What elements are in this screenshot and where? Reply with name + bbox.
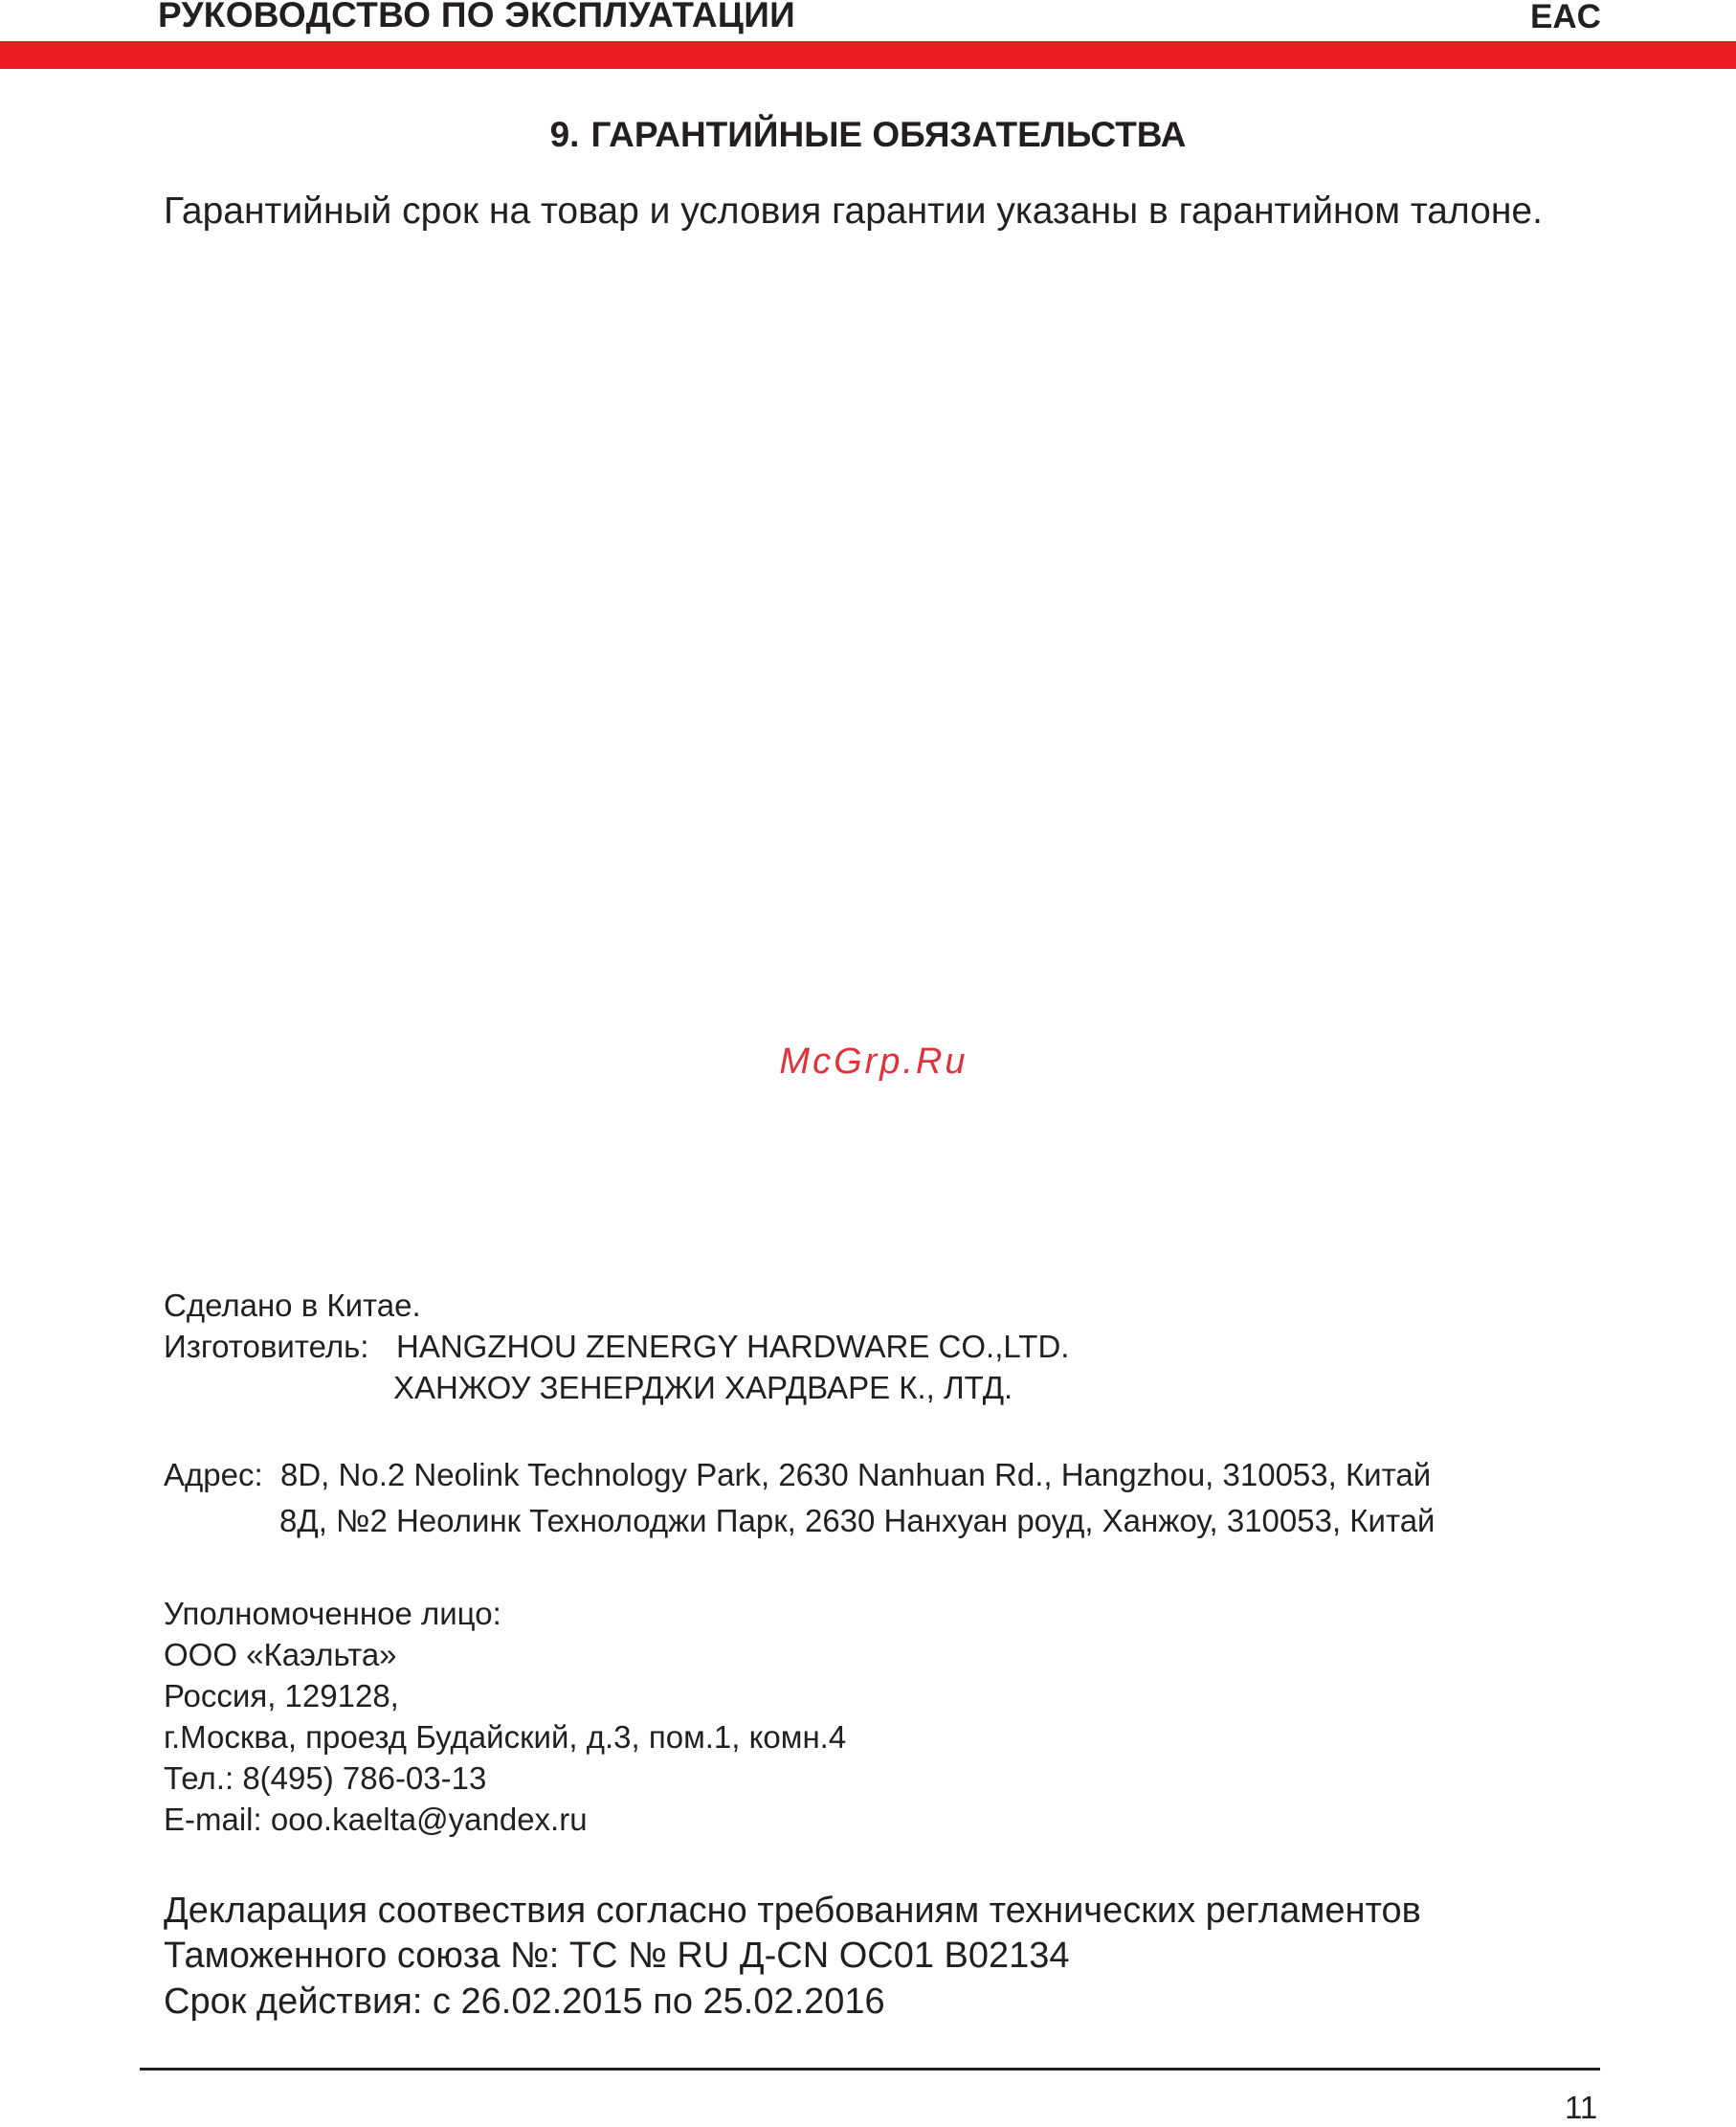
declaration-validity: Срок действия: с 26.02.2015 по 25.02.2016 xyxy=(164,1981,885,2022)
manufacturer-label: Изготовитель: xyxy=(164,1329,369,1364)
eac-mark: EAC xyxy=(1530,0,1601,35)
address-label: Адрес: xyxy=(164,1457,263,1492)
address-line-en: 8D, No.2 Neolink Technology Park, 2630 Nanhuan Rd., Hangzhou, 310053, Китай xyxy=(280,1457,1432,1492)
representative-email: E-mail: ooo.kaelta@yandex.ru xyxy=(164,1802,588,1837)
section-title: ГАРАНТИЙНЫЕ ОБЯЗАТЕЛЬСТВА xyxy=(590,115,1187,154)
representative-country: Россия, 129128, xyxy=(164,1678,399,1713)
representative-company: ООО «Каэльта» xyxy=(164,1637,397,1672)
declaration-line-1: Декларация соотвествия согласно требованиям технических регламентов xyxy=(164,1891,1421,1931)
watermark: McGrp.Ru xyxy=(779,1041,968,1082)
page-number: 11 xyxy=(1565,2090,1598,2125)
document-type-title: РУКОВОДСТВО ПО ЭКСПЛУАТАЦИИ xyxy=(158,0,796,34)
origin-text: Сделано в Китае. xyxy=(164,1287,421,1323)
section-number: 9. xyxy=(549,115,580,154)
declaration-line-2: Таможенного союза №: ТС № RU Д-CN ОС01 В02134 xyxy=(164,1936,1070,1976)
header-red-bar xyxy=(0,41,1736,69)
representative-street: г.Москва, проезд Будайский, д.3, пом.1, комн.4 xyxy=(164,1719,847,1755)
representative-phone: Тел.: 8(495) 786-03-13 xyxy=(164,1760,487,1796)
footer-rule xyxy=(140,2068,1600,2071)
warranty-text: Гарантийный срок на товар и условия гарантии указаны в гарантийном талоне. xyxy=(164,190,1543,232)
representative-heading: Уполномоченное лицо: xyxy=(164,1596,501,1631)
manufacturer-name-ru: ХАНЖОУ ЗЕНЕРДЖИ ХАРДВАРЕ К., ЛТД. xyxy=(393,1370,1013,1405)
section-heading xyxy=(0,113,1736,157)
manufacturer-name-en: HANGZHOU ZENERGY HARDWARE CO.,LTD. xyxy=(396,1329,1070,1364)
address-line-ru: 8Д, №2 Неолинк Технолоджи Парк, 2630 Нанхуан роуд, Ханжоу, 310053, Китай xyxy=(279,1503,1436,1538)
